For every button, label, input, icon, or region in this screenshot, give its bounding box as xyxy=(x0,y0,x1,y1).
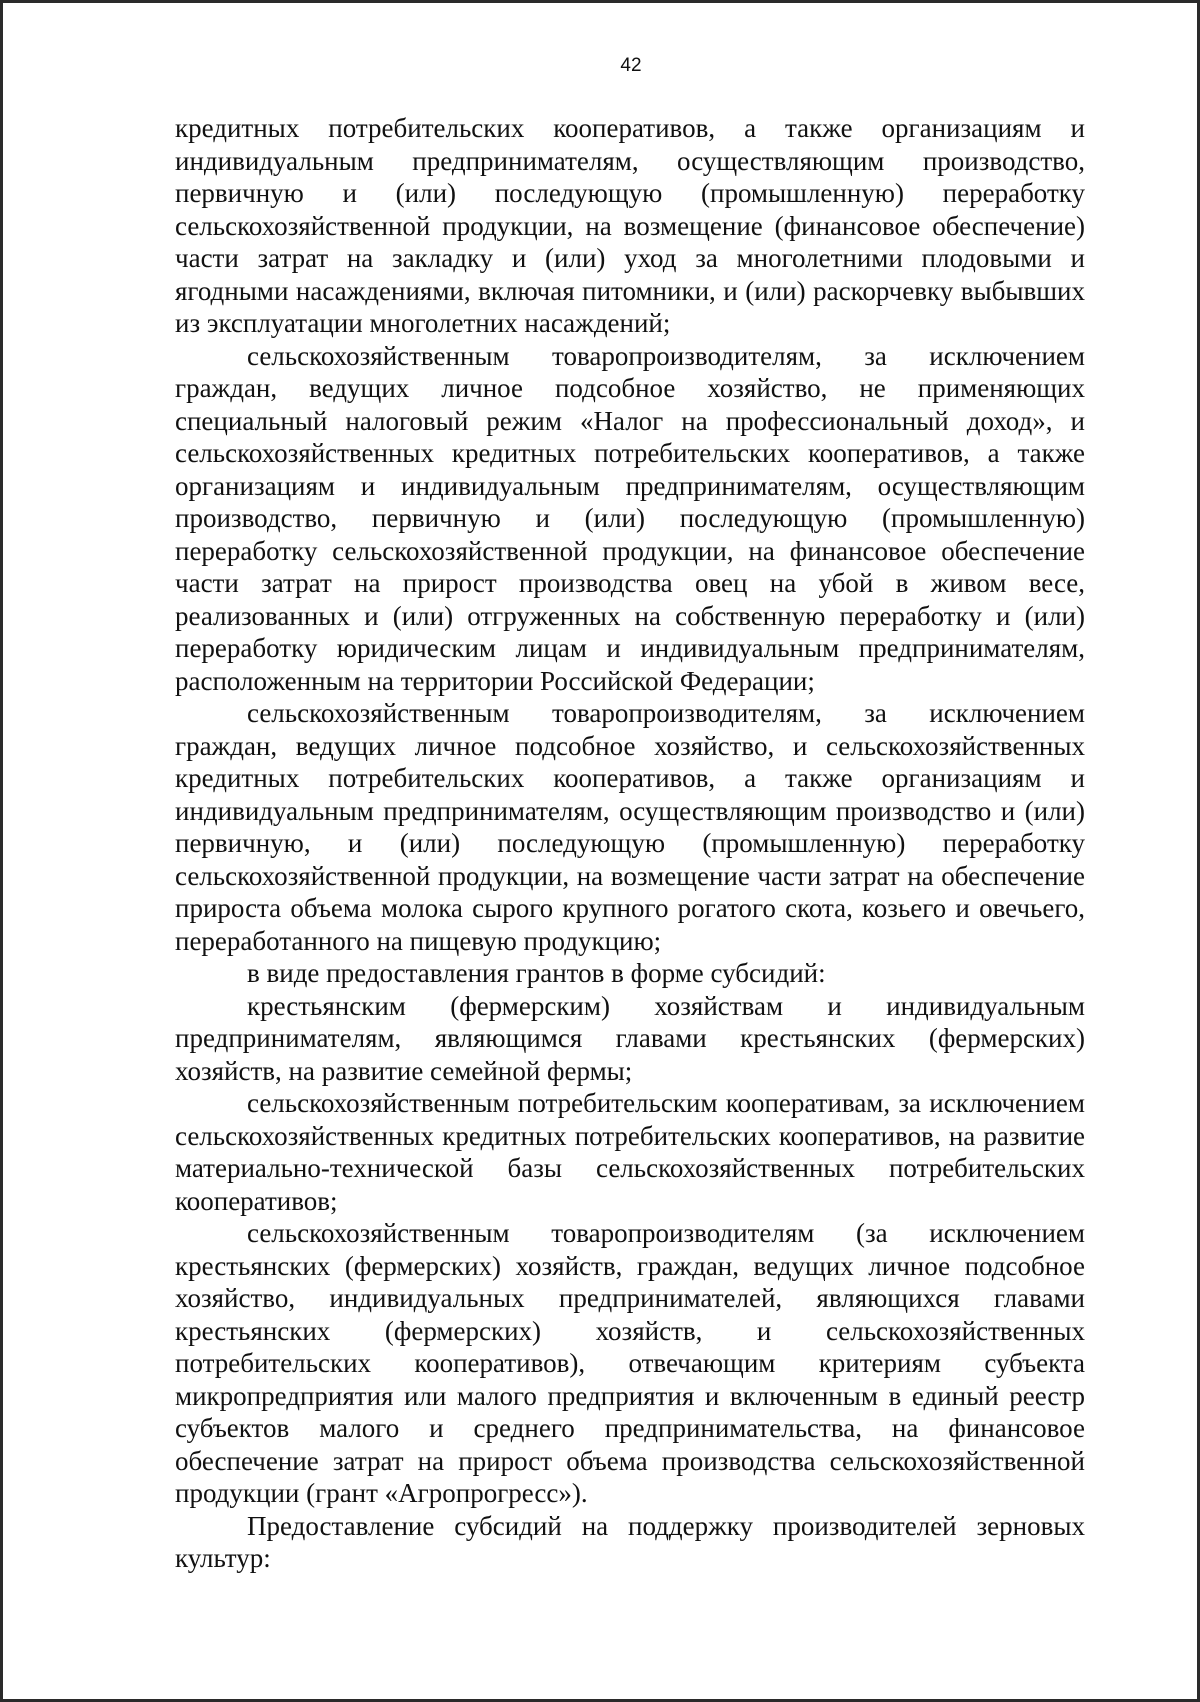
paragraph-7: сельскохозяйственным товаропроизводителям (за исключением крестьянских (фермерских) хозяйств, граждан, ведущих личное подсобное хозяйство, индивидуальных предпринимателей, являющихся главами крестьянских (фермерских) хозяйств, и сельскохозяйственных потребительских кооперативов), отвечающим критериям субъекта микропредприятия или малого предприятия и включенным в единый реестр субъектов малого и среднего предпринимательства, на финансовое обеспечение затрат на прирост объема производства сельскохозяйственной продукции (грант «Агропрогресс»). xyxy=(175,1218,1085,1508)
paragraph-6: сельскохозяйственным потребительским кооперативам, за исключением сельскохозяйственных кредитных потребительских кооперативов, на развитие материально-технической базы сельскохозяйственных потребительских кооперативов; xyxy=(175,1088,1085,1216)
paragraph-4: в виде предоставления грантов в форме субсидий: xyxy=(247,958,826,988)
paragraph-1: кредитных потребительских кооперативов, а также организациям и индивидуальным предпринимателям, осуществляющим производство, первичную и (или) последующую (промышленную) переработку сельскохозяйственной продукции, на возмещение (финансовое обеспечение) части затрат на закладку и (или) уход за многолетними плодовыми и ягодными насаждениями, включая питомники, и (или) раскорчевку выбывших из эксплуатации многолетних насаждений; xyxy=(175,113,1085,338)
paragraph-5: крестьянским (фермерским) хозяйствам и индивидуальным предпринимателям, являющимся главами крестьянских (фермерских) хозяйств, на развитие семейной фермы; xyxy=(175,990,1085,1086)
paragraph-3: сельскохозяйственным товаропроизводителям, за исключением граждан, ведущих личное подсобное хозяйство, и сельскохозяйственных кредитных потребительских кооперативов, а также организациям и индивидуальным предпринимателям, осуществляющим производство и (или) первичную, и (или) последующую (промышленную) переработку сельскохозяйственной продукции, на возмещение части затрат на обеспечение прироста объема молока сырого крупного рогатого скота, козьего и овечьего, переработанного на пищевую продукцию; xyxy=(175,698,1085,956)
scan-border-top xyxy=(0,0,1200,3)
paragraph-8: Предоставление субсидий на поддержку производителей зерновых культур: xyxy=(175,1510,1085,1573)
page-number: 42 xyxy=(620,55,642,76)
paragraph-2: сельскохозяйственным товаропроизводителям, за исключением граждан, ведущих личное подсобное хозяйство, не применяющих специальный налоговый режим «Налог на профессиональный доход», и сельскохозяйственных кредитных потребительских кооперативов, а также организациям и индивидуальным предпринимателям, осуществляющим производство, первичную и (или) последующую (промышленную) переработку сельскохозяйственной продукции, на финансовое обеспечение части затрат на прирост производства овец на убой в живом весе, реализованных и (или) отгруженных на собственную переработку и (или) переработку юридическим лицам и индивидуальным предпринимателям, расположенным на территории Российской Федерации; xyxy=(175,340,1085,696)
document-body xyxy=(175,112,1085,1575)
scan-border-left xyxy=(0,0,3,1702)
